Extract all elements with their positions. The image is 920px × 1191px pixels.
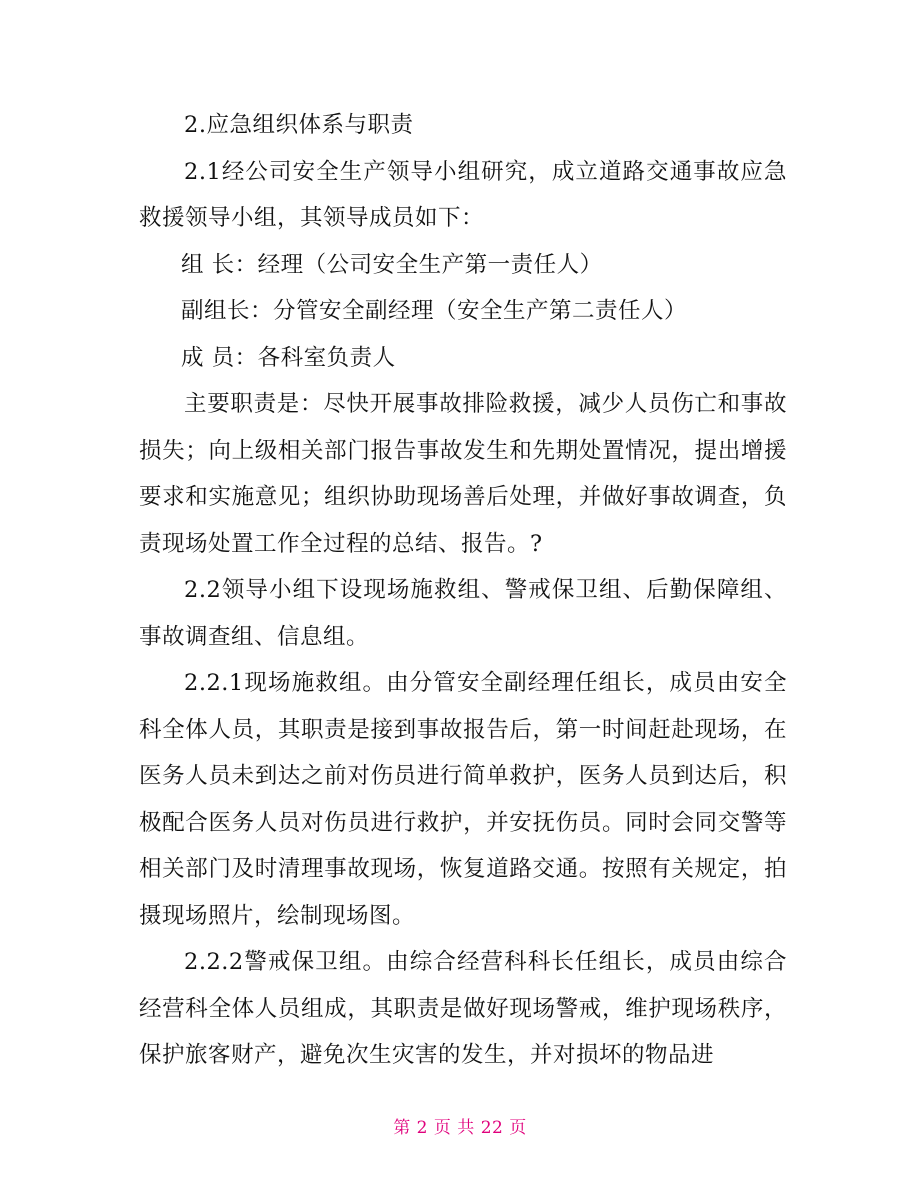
paragraph-leadership-group: 2.1经公司安全生产领导小组研究，成立道路交通事故应急救援领导小组，其领导成员如下： — [139, 158, 787, 231]
role-deputy-leader: 副组长：分管安全副经理（安全生产第二责任人） — [181, 298, 688, 324]
paragraph-rescue-group: 2.2.1现场施救组。由分管安全副经理任组长，成员由安全科全体人员，其职责是接到事故报告后，第一时间赶赴现场，在医务人员未到达之前对伤员进行简单救护，医务人员到达后，积极配合医务人员对伤员进行救护，并安抚伤员。同时会同交警等相关部门及时清理事故现场，恢复道路交通。按照有关规定，拍摄现场照片，绘制现场图。 — [139, 670, 787, 929]
paragraph-subgroups: 2.2领导小组下设现场施救组、警戒保卫组、后勤保障组、事故调查组、信息组。 — [139, 577, 787, 650]
section-heading: 2.应急组织体系与职责 — [184, 112, 414, 138]
role-members: 成 员：各科室负责人 — [181, 344, 396, 371]
paragraph-main-duties: 主要职责是：尽快开展事故排险救援，减少人员伤亡和事故损失；向上级相关部门报告事故发生和先期处置情况，提出增援要求和实施意见；组织协助现场善后处理，并做好事故调查，负责现场处置工作全过程的总结、报告。? — [139, 391, 787, 557]
document-body — [139, 102, 787, 1079]
role-group-leader: 组 长：经理（公司安全生产第一责任人） — [181, 251, 603, 278]
paragraph-security-group: 2.2.2警戒保卫组。由综合经营科科长任组长，成员由综合经营科全体人员组成，其职责是做好现场警戒，维护现场秩序，保护旅客财产，避免次生灾害的发生，并对损坏的物品进 — [139, 949, 787, 1068]
page-footer — [0, 1113, 920, 1138]
page-number-label: 第 2 页 共 22 页 — [393, 1118, 527, 1138]
